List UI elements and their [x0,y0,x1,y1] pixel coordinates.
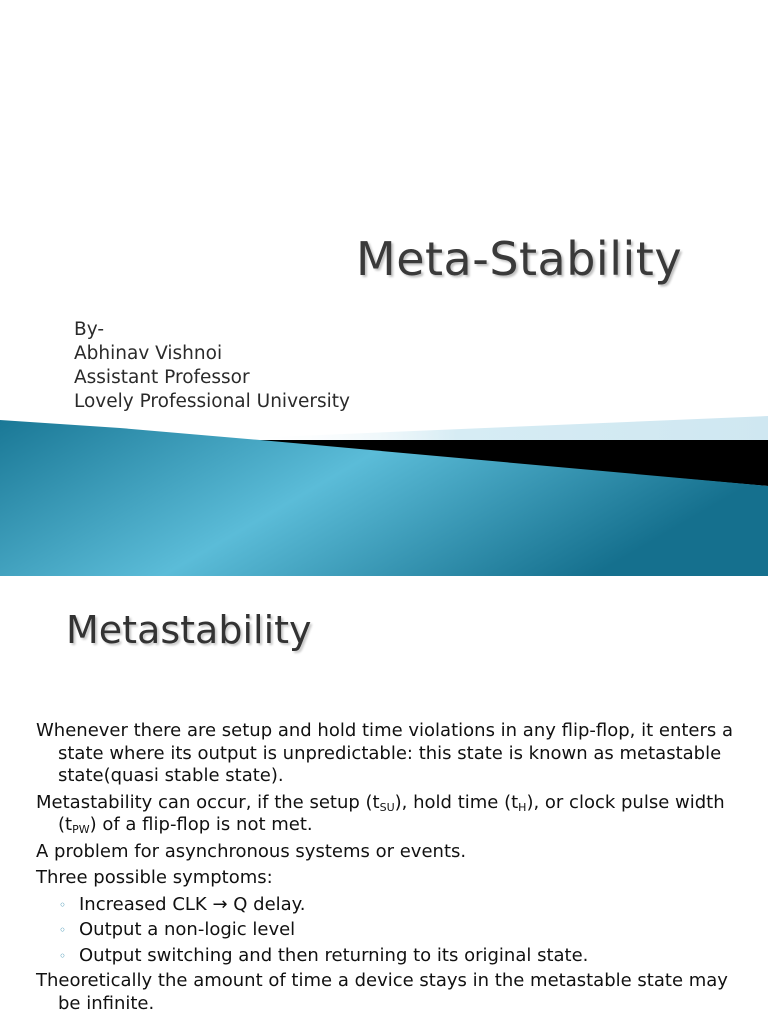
sub-bullet-item: ◦ Increased CLK → Q delay. [59,893,306,915]
bullet-item: Theoretically the amount of time a device stays in the metastable state may be infinite. [36,970,728,1014]
decorative-wave-band [0,400,768,576]
content-slide-title: Metastability [66,608,312,652]
bullet-list [36,720,736,1019]
author-university: Lovely Professional University [74,391,350,412]
bullet-item: Three possible symptoms: [36,867,273,888]
byline-label: By- [74,319,104,340]
slide-title: Meta-Stability [356,232,683,286]
bullet-item: Whenever there are setup and hold time violations in any flip-flop, it enters a state where its output is unpredictable: this state is known as metastable state(quasi stable state). [36,720,734,786]
sub-bullet-item: ◦ Output a non-logic level [59,919,296,940]
bullet-item-timing: Metastability can occur, if the setup $(t_{SU})$, hold time $(t_H)$, or clock pulse width $(t_{PW})$ of a flip-flop is not met. [36,791,725,836]
circle-bullet-icon: ◦ [59,923,67,937]
bullet-item: A problem for asynchronous systems or events. [36,840,467,862]
subscript-hold: H [518,800,527,814]
circle-bullet-icon: ◦ [59,948,67,963]
author-title: Assistant Professor [74,367,250,388]
subscript-setup: SU [379,800,395,814]
subscript-pulse-width: PW [72,823,90,836]
author-name: Abhinav Vishnoi [74,343,223,364]
sub-bullet-item: ◦ Output switching and then returning to its original state. [59,944,589,966]
circle-bullet-icon: ◦ [59,897,67,912]
light-blue-stripe [250,416,768,440]
